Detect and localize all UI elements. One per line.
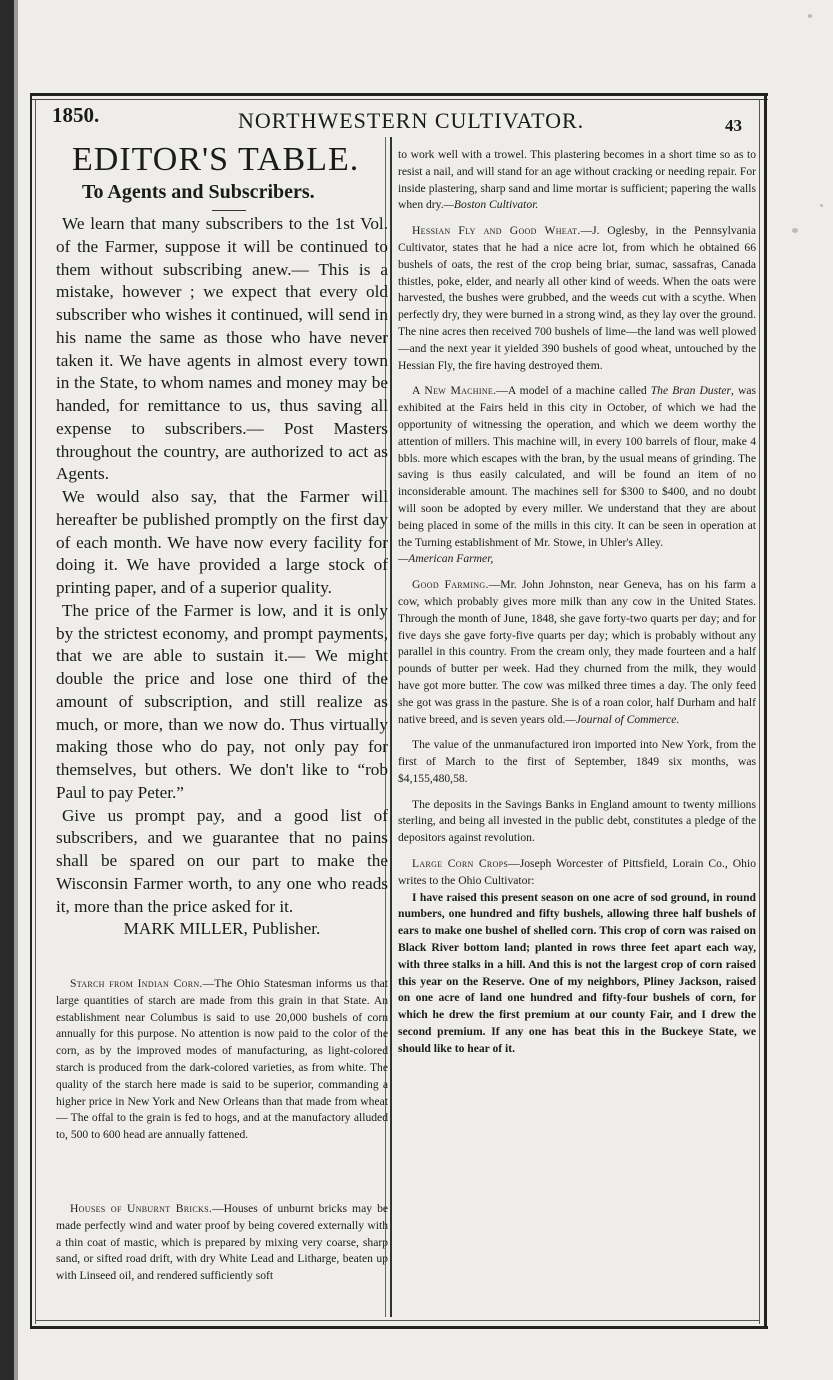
starch-title: Starch from Indian Corn.: [70, 977, 203, 990]
header-publication-title: NORTHWESTERN CULTIVATOR.: [238, 108, 585, 133]
agents-paragraph-1: We learn that many subscribers to the 1st Vol. of the Farmer, suppose it will be continued to them without subscribing anew.— This is a mistake, however ; we expect that every old subscriber who wishes it continued, will send in his name the same as those who have never taken it. We have agents in almost every town in the State, to whom names and money may be handed, for remittance to us, thus saving all expense to subscribers.— Post Masters throughout the country, are authorized to act as Agents.: [56, 214, 388, 484]
page-border-left-inner: [35, 99, 36, 1324]
houses-title: Houses of Unburnt Bricks.: [70, 1202, 213, 1215]
right-column: [398, 147, 756, 1058]
binding-edge: [0, 0, 14, 1380]
page-border-bottom: [30, 1326, 768, 1329]
farming-body: —Mr. John Johnston, near Geneva, has on his farm a cow, which probably gives more milk than any cow in the United States. Through the month of June, 1848, she gave forty-two quarts per day; and for five days she gave forty-five quarts per day; which is probably without any parallel in this country. From the cream only, they made fourteen and a half pounds of butter per week. Had they churned from the milk, they would have got more butter. The cow was milked three times a day. The only feed she got was grass in the pasture. She is of a roan color, half Durham and half native breed, and is seven years old.: [398, 578, 757, 726]
agents-article: [56, 213, 388, 941]
iron-paragraph: The value of the unmanufactured iron imported into New York, from the first of March to the first of September, 1849 six months, was $4,155,480,58.: [398, 738, 756, 785]
machine-source: —American Farmer,: [398, 552, 494, 566]
page-border-right: [764, 93, 767, 1329]
hessian-title: Hessian Fly and Good Wheat.: [412, 224, 581, 238]
houses-article: [56, 1201, 388, 1285]
houses-continuation: to work well with a trowel. This plastering becomes in a short time so as to resist a nail, and will stand for an age without cracking or needing repair. For inside plastering, sharp sand and lime mortar is sufficient; papering the walls when dry.: [398, 148, 756, 212]
article-heading-agents: To Agents and Subscribers.: [82, 181, 315, 203]
page-border-right-inner: [759, 99, 760, 1324]
farming-source: —Journal of Commerce.: [565, 712, 680, 726]
page-speck: [808, 14, 812, 18]
binding-shadow: [14, 0, 18, 1380]
deposits-paragraph: The deposits in the Savings Banks in England amount to twenty millions sterling, and being all invested in the public debt, constitutes a pledge of the depositors against revolution.: [398, 797, 756, 845]
heading-rule: [212, 210, 246, 211]
page-border-top: [30, 93, 768, 96]
machine-title: A New Machine.: [412, 384, 497, 398]
header-page-number: 43: [725, 116, 742, 135]
agents-paragraph-3: The price of the Farmer is low, and it is only by the strictest economy, and prompt payments, that we are able to sustain it.— We might double the price and lose one third of the amount of subscription, and still realize as much, or more, than we now do. Thus virtually making those who do pay, not only pay for themselves, but others. We don't like to “rob Paul to pay Peter.”: [56, 600, 388, 802]
houses-body: —Houses of unburnt bricks may be made perfectly wind and water proof by being covered externally with a thin coat of mastic, which is prepared by mixing very coarse, sharp sand, or sifted road drift, with dry White Lead and Litharge, beaten up with Linseed oil, and rendered sufficiently soft: [56, 1202, 389, 1283]
publisher-signature: MARK MILLER, Publisher.: [123, 919, 321, 939]
corn-body: I have raised this present season on one acre of sod ground, in round numbers, one hundred and fifty bushels, allowing three half bushels of ears to make one bushel of shelled corn. This crop of corn was raised on Black River bottom land; planted in rows three feet apart each way, with three stalks in a hill. And this is not the largest crop of corn raised this year on the Reserve. One of my neighbors, Pliney Jackson, raised on one acre of land one hundred and fifty-four bushels of corn, for which he drew the first premium at our county Fair, and I drew the second premium. If any one has beat this in the Buckeye State, we should like to hear of it.: [398, 890, 756, 1055]
starch-body: —The Ohio Statesman informs us that large quantities of starch are made from this grain in that State. An establishment near Columbus is said to use 20,000 bushels of corn annually for this purpose. No attention is now paid to the color of the corn, as by the improved modes of manufacturing, as light-colored starch is produced from the dark-colored varieties, as from white. The quality of the starch here made is said to be superior, commanding a higher price in New York and New Orleans than that made from wheat— The offal to the grain is fed to hogs, and at the manufactory alluded to, 500 to 600 head are annually fattened.: [56, 977, 388, 1142]
page-border-top-inner: [30, 99, 768, 100]
corn-title: Large Corn Crops: [412, 857, 509, 871]
continuation-source: —Boston Cultivator.: [443, 198, 539, 212]
agents-paragraph-4: Give us prompt pay, and a good list of subscribers, and we guarantee that no pains shall be spared on our part to make the Wisconsin Farmer worth, to any one who reads it, more than the price asked for it.: [56, 805, 388, 916]
page-speck: [792, 228, 798, 233]
header-year: 1850.: [52, 103, 100, 127]
column-divider: [390, 137, 392, 1317]
page-border-bottom-inner: [35, 1320, 760, 1321]
hessian-body: —J. Oglesby, in the Pennsylvania Cultivator, states that he had a nice acre lot, from which he obtained 66 bushels of oats, the rest of the crop being briar, sumac, sassafras, Canada thistles, poke, elder, and nearly all other kind of weeds. When the oats were harvested, the bushes were grubbed, and the weeds cut with a scythe. When perfectly dry, they were burned in a strong wind, as they lay over the ground. The nine acres then received 700 bushels of lime—the land was well plowed—and the next year it yielded 390 bushels of good wheat, untouched by the Hessian Fly, the fire having destroyed them.: [398, 224, 756, 372]
farming-title: Good Farming.: [412, 578, 489, 592]
page-border-left: [30, 93, 32, 1329]
agents-paragraph-2: We would also say, that the Farmer will hereafter be published promptly on the first day of each month. We have now every facility for doing it. We have provided a large stock of printing paper, and of a superior quality.: [56, 487, 388, 597]
page-speck: [820, 204, 823, 207]
corn-intro: —Joseph Worcester of Pittsfield, Lorain Co., Ohio writes to the Ohio Cultivator:: [398, 857, 756, 887]
machine-body-a: —A model of a machine called: [496, 384, 651, 398]
starch-article: [56, 976, 388, 1144]
section-title: EDITOR'S TABLE.: [72, 141, 360, 178]
machine-body-b: , was exhibited at the Fairs held in this city in October, of which we had the opportunity of witnessing the operation, and which we deem worthy the attention of millers. This machine will, in every 100 barrels of flour, make 4 bbls. more which escapes with the bran, by the usual means of grinding. The saving is thus easily calculated, and will be found an item of no inconsiderable amount. The machines sell for $300 to $400, and no doubt will soon be adopted by every miller. We understand that they are about being placed in some of the mills in this city. It can be seen in operation at the Turning establishment of Mr. Stowe, in Uhler's Alley.: [398, 384, 756, 549]
machine-name: The Bran Duster: [650, 384, 731, 398]
